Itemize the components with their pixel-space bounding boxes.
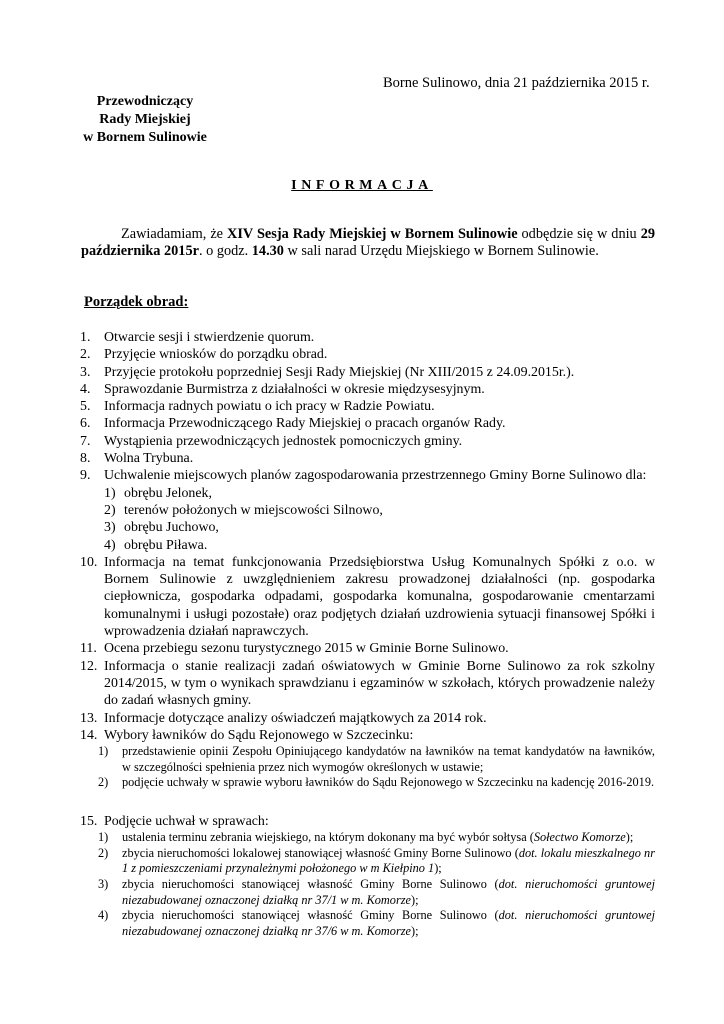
date-line: Borne Sulinowo, dnia 21 października 2015 r.: [383, 75, 650, 91]
item-number: 13.: [80, 710, 98, 726]
item-number: 14.: [80, 727, 98, 743]
intro-text: . o godz.: [198, 243, 252, 259]
subitem-text: terenów położonych w miejscowości Silnowo,: [124, 502, 383, 518]
item-text: Wolna Trybuna.: [104, 451, 194, 467]
intro-bold: 14.30: [251, 243, 284, 259]
item-number: 10.: [80, 554, 98, 570]
item-number: 11.: [80, 641, 97, 657]
agenda-item: [80, 398, 655, 415]
agenda-subitem: [80, 908, 655, 939]
subitem-italic: Sołectwo Komorze: [533, 830, 626, 845]
subitem-text: );: [410, 923, 419, 938]
subitem-text: );: [625, 830, 634, 845]
item-number: 3.: [80, 364, 91, 380]
agenda-subitem: [80, 537, 655, 554]
subitem-number: 1): [98, 744, 109, 759]
subitem-italic: dot. nieruchomości gruntowej niezabudowanej oznaczonej działką nr 37/1 w m. Komorze: [122, 876, 655, 907]
item-text: Informacja o stanie realizacji zadań oświatowych w Gminie Borne Sulinowo za rok szkolny 2014/2015, w tym o wynikach sprawdzianu i egzaminów w szkołach, których prowadzenie należy do zadań własnych gminy.: [104, 658, 655, 709]
subitem-text: zbycia nieruchomości stanowiącej własność Gminy Borne Sulinowo (: [122, 908, 499, 923]
subitem-number: 1): [104, 485, 116, 501]
agenda-item: [80, 415, 655, 432]
agenda-item: [80, 813, 655, 830]
agenda-item: [80, 640, 655, 657]
agenda-list: [80, 329, 655, 939]
subitem-body: [104, 519, 655, 536]
item-text: Informacja Przewodniczącego Rady Miejskiej o pracach organów Rady.: [104, 416, 506, 432]
subitem-body: [104, 537, 655, 554]
agenda-item: [80, 467, 655, 484]
agenda-subitem: [80, 519, 655, 536]
item-text: Sprawozdanie Burmistrza z działalności w okresie międzysesyjnym.: [104, 381, 485, 397]
subitem-number: 4): [98, 908, 109, 923]
subitem-number: 2): [98, 845, 109, 860]
intro-bold: 29 października 2015r: [81, 226, 655, 259]
agenda-subitem: [80, 744, 655, 775]
subitem-text: obrębu Piława.: [124, 537, 208, 553]
item-number: 15.: [80, 813, 98, 829]
subitem-text: );: [410, 892, 419, 907]
item-text: Informacje dotyczące analizy oświadczeń majątkowych za 2014 rok.: [104, 710, 487, 726]
subitem-body: [104, 502, 655, 519]
agenda-item: [80, 710, 655, 727]
item-text: Przyjęcie protokołu poprzedniej Sesji Rady Miejskiej (Nr XIII/2015 z 24.09.2015r.).: [104, 364, 575, 380]
item-number: 12.: [80, 658, 98, 674]
subitem-text: ustalenia terminu zebrania wiejskiego, na którym dokonany ma być wybór sołtysa (: [122, 830, 534, 845]
intro-text: Zawiadamiam, że: [121, 226, 228, 242]
subitem-italic: dot. lokalu mieszkalnego nr 1 z pomieszczeniami przynależnymi położonego w m Kiełpino 1: [122, 845, 655, 876]
subitem-number: 4): [104, 537, 116, 553]
subitem-body: [104, 485, 655, 502]
sender-line: Przewodniczący: [96, 94, 194, 109]
agenda-item: [80, 658, 655, 710]
sender-line: w Bornem Sulinowie: [83, 130, 207, 145]
item-number: 8.: [80, 451, 91, 467]
agenda-item: [80, 727, 655, 744]
intro-paragraph: [81, 226, 655, 260]
agenda-subitem: [80, 502, 655, 519]
heading-text: INFORMACJA: [291, 178, 433, 193]
sender-line: Rady Miejskiej: [99, 112, 191, 127]
item-number: 7.: [80, 433, 91, 449]
item-number: 2.: [80, 347, 91, 363]
subitem-text: przedstawienie opinii Zespołu Opiniującego kandydatów na ławników na temat kandydatów na ławników, w szczególności spełnienia przez nich wymogów określonych w ustawie;: [122, 744, 655, 774]
sender-block: [70, 93, 220, 147]
item-text: Uchwalenie miejscowych planów zagospodarowania przestrzennego Gminy Borne Sulinowo dla:: [104, 468, 647, 484]
intro-text: w sali narad Urzędu Miejskiego w Bornem Sulinowie.: [283, 243, 599, 259]
agenda-item: [80, 329, 655, 346]
subitem-number: 2): [98, 775, 109, 790]
agenda-item: [80, 381, 655, 398]
item-number: 5.: [80, 399, 91, 415]
item-text: Otwarcie sesji i stwierdzenie quorum.: [104, 330, 315, 345]
agenda-item: [80, 554, 655, 640]
item-number: 4.: [80, 381, 91, 397]
agenda-item: [80, 364, 655, 381]
subitem-text: obrębu Jelonek,: [124, 485, 212, 501]
subitem-text: zbycia nieruchomości lokalowej stanowiącej własność Gminy Borne Sulinowo (: [122, 845, 519, 860]
agenda-subitem: [80, 485, 655, 502]
item-text: Wybory ławników do Sądu Rejonowego w Szczecinku:: [104, 727, 414, 743]
subitem-text: zbycia nieruchomości stanowiącej własność Gminy Borne Sulinowo (: [122, 876, 499, 891]
item-text: Informacja radnych powiatu o ich pracy w Radzie Powiatu.: [104, 399, 435, 415]
agenda-subitem: [80, 846, 655, 877]
spacer: [80, 791, 655, 813]
subitem-text: podjęcie uchwały w sprawie wyboru ławników do Sądu Rejonowego w Szczecinku na kadencję 2016-2019.: [122, 775, 655, 790]
item-text: Podjęcie uchwał w sprawach:: [104, 813, 269, 829]
subitem-number: 2): [104, 502, 116, 518]
subitem-text: );: [434, 861, 442, 876]
intro-text: odbędzie się w dniu: [517, 226, 641, 242]
subitem-number: 1): [98, 830, 109, 845]
item-text: Wystąpienia przewodniczących jednostek pomocniczych gminy.: [104, 433, 463, 449]
agenda-subitem: [80, 830, 655, 846]
document-heading: [0, 178, 724, 194]
agenda-item: [80, 433, 655, 450]
item-text: Przyjęcie wniosków do porządku obrad.: [104, 347, 328, 363]
agenda-title: Porządek obrad:: [84, 294, 189, 310]
subitem-number: 3): [104, 520, 116, 536]
agenda-item: [80, 346, 655, 363]
agenda-item: [80, 450, 655, 467]
subitem-text: obrębu Juchowo,: [124, 520, 219, 536]
agenda-subitem: [80, 877, 655, 908]
item-number: 9.: [80, 468, 91, 484]
subitem-italic: dot. nieruchomości gruntowej niezabudowanej oznaczonej działką nr 37/6 w m. Komorze: [122, 908, 655, 938]
item-text: Informacja na temat funkcjonowania Przedsiębiorstwa Usług Komunalnych Spółki z o.o. w Bornem Sulinowie z uwzględnieniem zakresu prowadzonej działalności (np. gospodarka ciepłownicza, gospodarka odpadami, gospodarka komunalna, gospodarowanie cmentarzami komunalnymi i usługi pozostałe) oraz podjętych działań uzdrowienia sytuacji finansowej Spółki i wprowadzenia działań naprawczych.: [104, 554, 655, 640]
item-text: Ocena przebiegu sezonu turystycznego 2015 w Gminie Borne Sulinowo.: [104, 641, 509, 657]
item-number: 1.: [80, 330, 91, 345]
subitem-number: 3): [98, 876, 109, 891]
item-number: 6.: [80, 416, 91, 432]
intro-bold: XIV Sesja Rady Miejskiej w Bornem Sulinowie: [227, 226, 518, 242]
agenda-subitem: [80, 775, 655, 791]
